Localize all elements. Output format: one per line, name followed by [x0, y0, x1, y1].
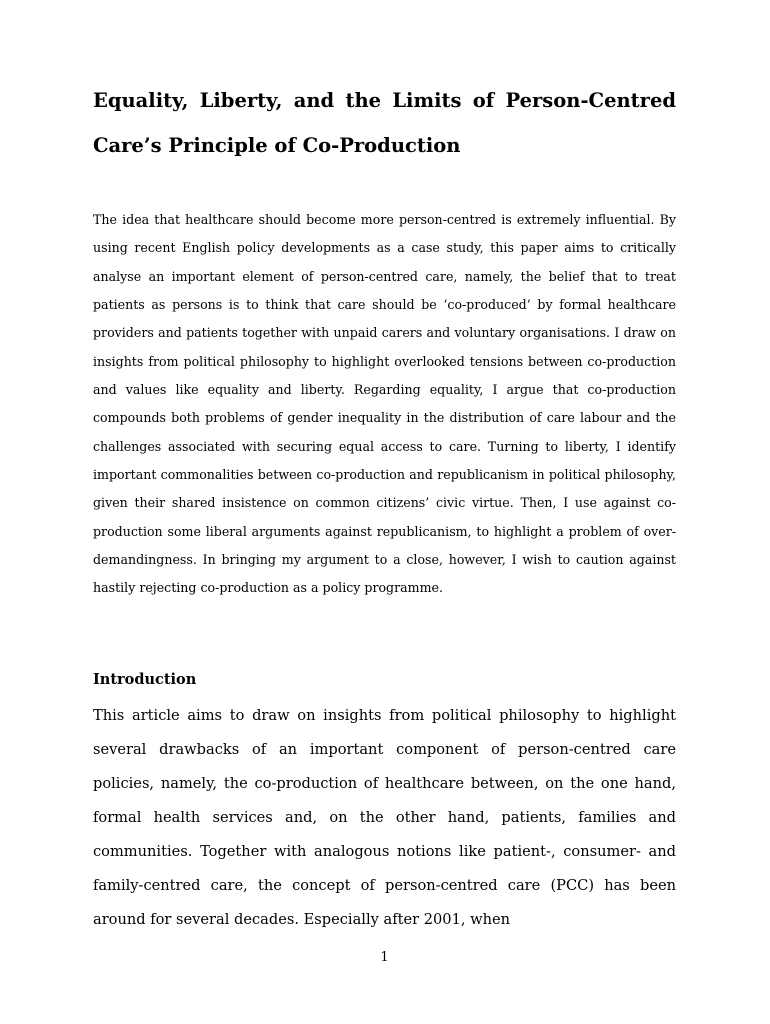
introduction-paragraph: This article aims to draw on insights from political philosophy to highlight several drawbacks of an important component of person-centred care policies, namely, the co-production of healthcare between, on the one hand, formal health services and, on the other hand, patients, families and communities. Together with analogous notions like patient-, consumer- and family-centred care, the concept of person-centred care (PCC) has been around for several decades. Especially after 2001, when: [93, 707, 676, 928]
page-number: 1: [380, 950, 389, 965]
section-heading-introduction: Introduction: [93, 671, 197, 688]
paper-title: Equality, Liberty, and the Limits of Person-Centred Care’s Principle of Co-Production: [93, 89, 676, 157]
abstract-paragraph: The idea that healthcare should become more person-centred is extremely influential. By using recent English policy developments as a case study, this paper aims to critically analyse an important element of person-centred care, namely, the belief that to treat patients as persons is to think that care should be ‘co-produced’ by formal healthcare providers and patients together with unpaid carers and voluntary organisations. I draw on insights from political philosophy to highlight overlooked tensions between co-production and values like equality and liberty. Regarding equality, I argue that co-production compounds both problems of gender inequality in the distribution of care labour and the challenges associated with securing equal access to care. Turning to liberty, I identify important commonalities between co-production and republicanism in political philosophy, given their shared insistence on common citizens’ civic virtue. Then, I use against co-production some liberal arguments against republicanism, to highlight a problem of over-demandingness. In bringing my argument to a close, however, I wish to caution against hastily rejecting co-production as a policy programme.: [93, 212, 676, 596]
